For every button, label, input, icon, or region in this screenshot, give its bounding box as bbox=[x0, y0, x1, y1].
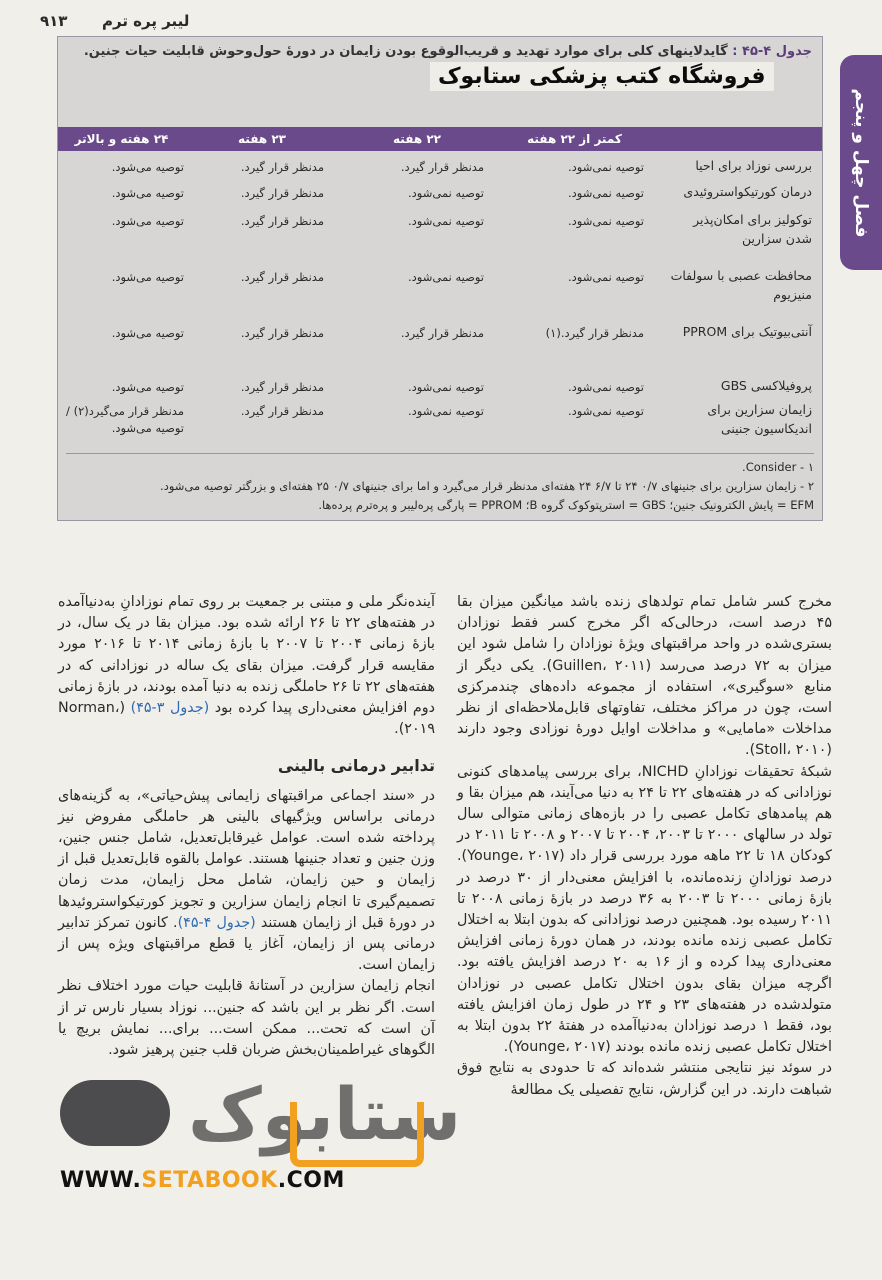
table-cell: مدنظر قرار می‌گیرد(۲) / توصیه می‌شود. bbox=[66, 404, 184, 435]
row-label: پروفیلاکسی GBS bbox=[720, 378, 812, 393]
table-caption-label: جدول ۴-۴۵ : bbox=[727, 44, 812, 59]
table-header-row bbox=[58, 127, 822, 151]
row-label: درمان کورتیکواستروئیدی bbox=[683, 184, 812, 199]
table-row bbox=[58, 207, 822, 255]
table-cell: توصیه می‌شود. bbox=[111, 380, 184, 394]
table-caption-text: گایدلاینهای کلی برای موارد تهدید و قریب‌الوقوع بودن زایمان در دورهٔ حول‌وحوش قابلیت حیات جنین. bbox=[83, 44, 728, 59]
table-cell: مدنظر قرار گیرد. bbox=[240, 214, 324, 228]
table-reference-link[interactable]: (جدول ۴-۴۵) bbox=[177, 914, 256, 931]
table-cell: توصیه نمی‌شود. bbox=[408, 270, 484, 284]
page-number: ۹۱۳ bbox=[40, 12, 68, 30]
table-cell: مدنظر قرار گیرد.(۱) bbox=[545, 326, 644, 340]
table-cell: توصیه می‌شود. bbox=[111, 160, 184, 174]
table-cell: مدنظر قرار گیرد. bbox=[240, 404, 324, 418]
text-column-left bbox=[58, 592, 435, 1061]
table-cell: توصیه نمی‌شود. bbox=[568, 380, 644, 394]
paragraph: در سوئد نیز نتایجی منتشر شده‌اند که تا حدودی به نتایج فوق شباهت دارند. در این گزارش، نتایج تفصیلی یک مطالعهٔ bbox=[457, 1060, 832, 1098]
table-reference-link[interactable]: (جدول ۳-۴۵) bbox=[130, 700, 210, 717]
row-label: زایمان سزارین برای اندیکاسیون جنینی bbox=[707, 402, 812, 436]
table-cell: توصیه می‌شود. bbox=[111, 186, 184, 200]
paragraph: شبکهٔ تحقیقات نوزادانِ NICHD، برای بررسی پیامدهای کنونی نوزادانی که در هفته‌های ۲۲ تا ۲۴ به دنیا می‌آیند، هم میزان بقا و هم پیامدهای تکامل عصبی را در بازه‌های زمانی متوالی سال تولد در سالهای ۲۰۰۰ تا ۲۰۰۳، ۲۰۰۴ تا ۲۰۰۷ و ۲۰۰۸ تا ۲۰۱۱ در کودکان ۱۸ تا ۲۲ ماهه مورد بررسی قرار داد (Younge، ۲۰۱۷). درصد نوزادانِ زنده‌مانده، با افزایش معنی‌دار از ۳۰ درصد در بازهٔ زمانی ۲۰۰۰ تا ۲۰۰۳ به ۳۶ درصد در بازهٔ زمانی ۲۰۰۸ تا ۲۰۱۱ رسیده بود. همچنین درصد نوزادانی که بدون ابتلا به اختلال تکامل عصبی زنده مانده بودند، در همان دورهٔ زمانی افزایش معنی‌داری پیدا کرده و از ۱۶ به ۲۰ درصد افزایش یافته بود. اگرچه میزان بقای بدون اختلال تکامل عصبی در نوزادان متولدشده در هفته‌های ۲۳ و ۲۴ در طول زمان افزایش یافته بود، فقط ۱ درصد نوزادان به‌دنیاآمده در هفتهٔ ۲۲ بدون ابتلا به اختلال تکامل عصبی زنده مانده بودند (Younge، ۲۰۱۷). bbox=[457, 763, 833, 1056]
table-col-header: ۲۳ هفته bbox=[238, 132, 286, 146]
table-cell: مدنظر قرار گیرد. bbox=[240, 160, 324, 174]
table-cell: توصیه نمی‌شود. bbox=[408, 380, 484, 394]
chapter-tab-label: فصل چهل و پنجم bbox=[851, 88, 871, 237]
table-cell: توصیه نمی‌شود. bbox=[568, 404, 644, 418]
paragraph: آینده‌نگر ملی و مبتنی بر جمعیت بر روی تمام نوزادانِ به‌دنیاآمده در هفته‌های ۲۲ تا ۲۶ ارائه شده بود. میزان بقا در یک سال، در بازهٔ زمانی ۲۰۰۴ تا ۲۰۰۷ با بازهٔ زمانی ۲۰۱۴ تا ۲۰۱۶ مورد مقایسه قرار گرفت. میزان بقای یک ساله در نوزادانی که در هفته‌های ۲۲ تا ۲۶ حاملگی زنده به دنیا آمده بودند، در بازهٔ زمانی دوم افزایش معنی‌داری پیدا کرده بود (جدول ۳-۴۵) (Norman، ۲۰۱۹). bbox=[58, 594, 436, 738]
table-cell: مدنظر قرار گیرد. bbox=[400, 160, 484, 174]
table-row bbox=[58, 397, 822, 453]
paragraph: در «سند اجماعی مراقبتهای زایمانی پیش‌حیاتی»، به گزینه‌های درمانی براساس ویژگیهای بالینی هر حاملگی مفروض نیز پرداخته شده است. عوامل غیرقابل‌تعدیل، شامل جنس جنین، وزن جنین و تعداد جنینها هستند. عوامل بالقوه قابل‌تعدیل قبل از زایمان و حین زایمان، شامل محل زایمان، مدت زمان تصمیم‌گیری تا انجام زایمان سزارین و تجویز کورتیکواستروئیدها در دورهٔ قبل از زایمان هستند (جدول ۴-۴۵). کانون تمرکز تدابیر درمانی پس از زایمان، آغاز یا قطع مراقبتهای ویژه پس از زایمان است. bbox=[58, 787, 435, 974]
table-row bbox=[58, 263, 822, 311]
setabook-logo-watermark bbox=[60, 1072, 460, 1192]
table-footnotes bbox=[66, 453, 814, 522]
table-cell: مدنظر قرار گیرد. bbox=[240, 326, 324, 340]
table-cell: توصیه می‌شود. bbox=[111, 270, 184, 284]
logo-box-icon bbox=[290, 1102, 424, 1167]
paragraph: انجام زایمان سزارین در آستانهٔ قابلیت حیات مورد اختلاف نظر است. اگر نظر بر این باشد که جنین... نوزاد بسیار نارس تر از آن است که تحت... ممکن است... برای... نمایش بریچ یا الگوهای غیراطمینان‌بخش ضربان قلب جنین پرهیز شود. bbox=[58, 978, 435, 1059]
table-cell: مدنظر قرار گیرد. bbox=[240, 380, 324, 394]
table-row bbox=[58, 153, 822, 179]
chapter-side-tab bbox=[840, 55, 882, 270]
table-cell: مدنظر قرار گیرد. bbox=[240, 186, 324, 200]
page-header bbox=[40, 8, 822, 36]
table-row bbox=[58, 373, 822, 399]
logo-text: ستابوک bbox=[188, 1072, 462, 1156]
table-cell: توصیه نمی‌شود. bbox=[568, 160, 644, 174]
text-column-right bbox=[457, 592, 832, 1101]
footnote: ۲ - زایمان سزارین برای جنینهای ۰/۷ ۲۴ تا ۶/۷ ۲۴ هفته‌ای مدنظر قرار می‌گیرد و اما برای جنینهای ۰/۷ ۲۵ هفته‌ای و بزرگتر توصیه می‌شود. bbox=[160, 479, 814, 493]
row-label: بررسی نوزاد برای احیا bbox=[695, 158, 812, 173]
table-col-header: ۲۴ هفته و بالاتر bbox=[74, 132, 169, 146]
table-cell: مدنظر قرار گیرد. bbox=[400, 326, 484, 340]
table-cell: توصیه می‌شود. bbox=[111, 214, 184, 228]
table-row bbox=[58, 179, 822, 205]
table-cell: توصیه نمی‌شود. bbox=[408, 186, 484, 200]
shop-watermark-banner: فروشگاه کتب پزشکی ستابوک bbox=[430, 62, 774, 91]
table-col-header: ۲۲ هفته bbox=[393, 132, 441, 146]
section-heading: تدابیر درمانی بالینی bbox=[277, 756, 435, 776]
paragraph: مخرج کسر شامل تمام تولدهای زنده باشد میانگین میزان بقا ۴۵ درصد است، درحالی‌که اگر مخرج کسر فقط نوزادان بستری‌شده در واحد مراقبتهای ویژهٔ نوزادان را شامل شود این میزان به ۷۲ درصد می‌رسد (Guillen، ۲۰۱۱). یکی دیگر از منابع «سوگیری»، استفاده از مجموعه داده‌های چندمرکزی است، چون در مراکز مختلف، تفاوتهای قابل‌ملاحظه‌ای از نظر مداخلات «مامایی» و مداخلات اوایل دورهٔ نوزادی وجود دارند (Stoll، ۲۰۱۰). bbox=[457, 594, 832, 759]
footnote: EFM = پایش الکترونیک جنین؛ GBS = استرپتوکوک گروه B؛ PPROM = پارگی پره‌لیبر و پره‌ترم پرده‌ها. bbox=[318, 498, 814, 512]
logo-pill-icon bbox=[60, 1080, 170, 1146]
row-label: توکولیز برای امکان‌پذیر شدن سزارین bbox=[693, 212, 812, 246]
table-cell: مدنظر قرار گیرد. bbox=[240, 270, 324, 284]
table-cell: توصیه نمی‌شود. bbox=[568, 186, 644, 200]
table-cell: توصیه نمی‌شود. bbox=[568, 270, 644, 284]
table-col-header bbox=[652, 127, 822, 151]
row-label: محافظت عصبی با سولفات منیزیوم bbox=[670, 268, 812, 302]
footnote: ۱ - Consider. bbox=[742, 460, 814, 474]
table-row bbox=[58, 319, 822, 367]
table-cell: توصیه نمی‌شود. bbox=[408, 404, 484, 418]
logo-url: WWW.SETABOOK.COM bbox=[60, 1168, 345, 1193]
table-cell: توصیه نمی‌شود. bbox=[568, 214, 644, 228]
table-cell: توصیه نمی‌شود. bbox=[408, 214, 484, 228]
row-label: آنتی‌بیوتیک برای PPROM bbox=[682, 324, 812, 339]
table-cell: توصیه می‌شود. bbox=[111, 326, 184, 340]
book-title: لیبر پره ترم bbox=[102, 12, 190, 30]
guidelines-table bbox=[57, 36, 823, 521]
table-col-header: کمتر از ۲۲ هفته bbox=[527, 132, 622, 146]
